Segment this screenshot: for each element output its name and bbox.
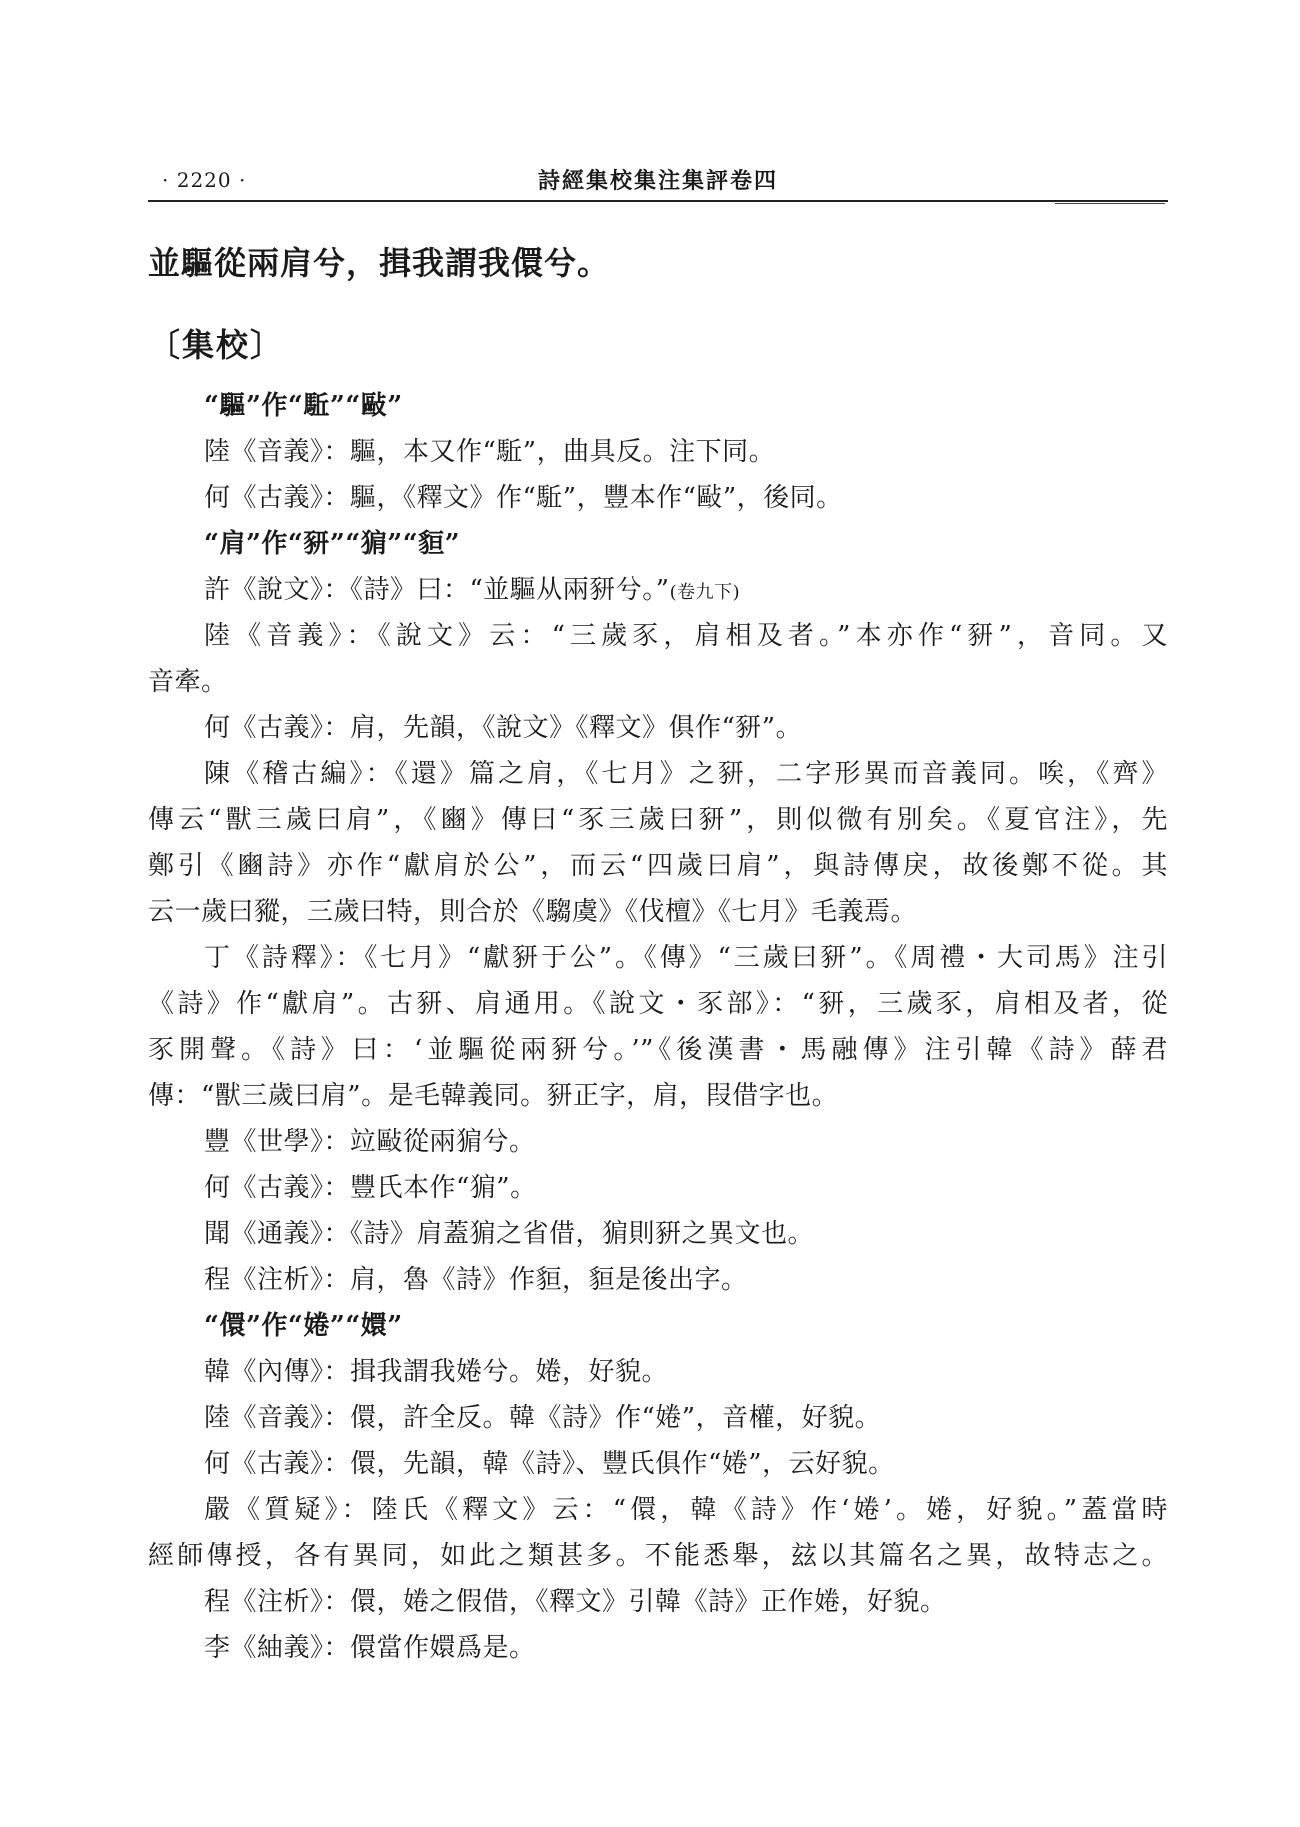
entry-lu-yinyi-1: 陸《音義》：驅，本又作“駈”，曲具反。注下同。 — [204, 437, 776, 467]
collation-entries — [148, 383, 1168, 1671]
subheading-jian: “肩”作“豜”“猏”“貆” — [204, 529, 461, 559]
page-number: · 2220 · — [162, 168, 247, 192]
entry-ding-shishi-line2: 《詩》作“獻肩”。古豜、肩通用。《說文・豕部》：“豜，三歲豕，肩相及者，從 — [148, 989, 1168, 1019]
entry-han-neizhuan: 韓《內傳》：揖我謂我婘兮。婘，好貌。 — [204, 1357, 669, 1387]
entry-lu-yinyi-3: 陸《音義》：儇，許全反。韓《詩》作“婘”，音權，好貌。 — [204, 1403, 882, 1433]
entry-ding-shishi-line3: 豕開聲。《詩》曰：‘並驅從兩豜兮。’”《後漢書・馬融傳》注引韓《詩》薛君 — [148, 1035, 1168, 1065]
entry-ding-shishi-line4: 傳：“獸三歲曰肩”。是毛韓義同。豜正字，肩，叚借字也。 — [148, 1081, 839, 1111]
entry-lu-yinyi-2-line1: 陸《音義》：《說文》云：“三歲豕，肩相及者。”本亦作“豜”，音同。又 — [204, 621, 1168, 651]
subheading-qu: “驅”作“駈”“敺” — [204, 391, 403, 421]
entry-chen-jigubian-line2: 傳云“獸三歲曰肩”，《豳》傳曰“豕三歲曰豜”，則似微有別矣。《夏官注》，先 — [148, 805, 1168, 835]
subheading-xuan: “儇”作“婘”“嬛” — [204, 1311, 403, 1341]
page-header — [148, 158, 1168, 198]
entry-feng-shixue: 豐《世學》：竝敺從兩猏兮。 — [204, 1127, 536, 1157]
verse-line: 並驅從兩肩兮，揖我謂我儇兮。 — [148, 244, 611, 282]
header-rule — [148, 200, 1168, 202]
entry-chen-jigubian-line3: 鄭引《豳詩》亦作“獻肩於公”，而云“四歲曰肩”，與詩傳戾，故後鄭不從。其 — [148, 851, 1168, 881]
entry-he-guyi-4: 何《古義》：儇，先韻，韓《詩》、豐氏俱作“婘”，云好貌。 — [204, 1449, 895, 1479]
running-title: 詩經集校集注集評卷四 — [538, 168, 779, 194]
section-title: 〔集校〕 — [148, 326, 285, 364]
entry-he-guyi-1: 何《古義》：驅，《釋文》作“駈”，豐本作“敺”，後同。 — [204, 483, 843, 513]
entry-xu-shuowen — [148, 567, 1168, 613]
entry-yan-zhiyi-line1: 嚴《質疑》：陸氏《釋文》云：“儇，韓《詩》作‘婘’。婘，好貌。”蓋當時 — [204, 1495, 1168, 1525]
entry-chen-jigubian-line1: 陳《稽古編》：《還》篇之肩，《七月》之豜，二字形異而音義同。唉，《齊》 — [204, 759, 1168, 789]
entry-cheng-zhuxi-1: 程《注析》：肩，魯《詩》作貆，貆是後出字。 — [204, 1265, 748, 1295]
entry-chen-jigubian-line4: 云一歲曰豵，三歲曰特，則合於《騶虞》《伐檀》《七月》毛義焉。 — [148, 897, 918, 927]
entry-text: 許《說文》：《詩》曰：“並驅从兩豜兮。” — [204, 575, 670, 605]
entry-he-guyi-2: 何《古義》：肩，先韻，《說文》《釋文》俱作“豜”。 — [204, 713, 803, 743]
entry-yan-zhiyi-line2: 經師傳授，各有異同，如此之類甚多。不能悉舉，玆以其篇名之異，故特志之。 — [148, 1541, 1168, 1571]
entry-lu-yinyi-2-line2: 音牽。 — [148, 667, 228, 697]
entry-ding-shishi-line1: 丁《詩釋》：《七月》“獻豜于公”。《傳》“三歲曰豜”。《周禮・大司馬》注引 — [204, 943, 1168, 973]
entry-wen-tongyi: 聞《通義》：《詩》肩蓋猏之省借，猏則豣之異文也。 — [204, 1219, 815, 1249]
entry-li-chouyi: 李《紬義》：儇當作嬛爲是。 — [204, 1633, 536, 1663]
volume-note: (卷九下) — [669, 582, 741, 603]
entry-he-guyi-3: 何《古義》：豐氏本作“猏”。 — [204, 1173, 537, 1203]
header-rule-end — [1055, 203, 1165, 204]
entry-cheng-zhuxi-2: 程《注析》：儇，婘之假借，《釋文》引韓《詩》正作婘，好貌。 — [204, 1587, 947, 1617]
